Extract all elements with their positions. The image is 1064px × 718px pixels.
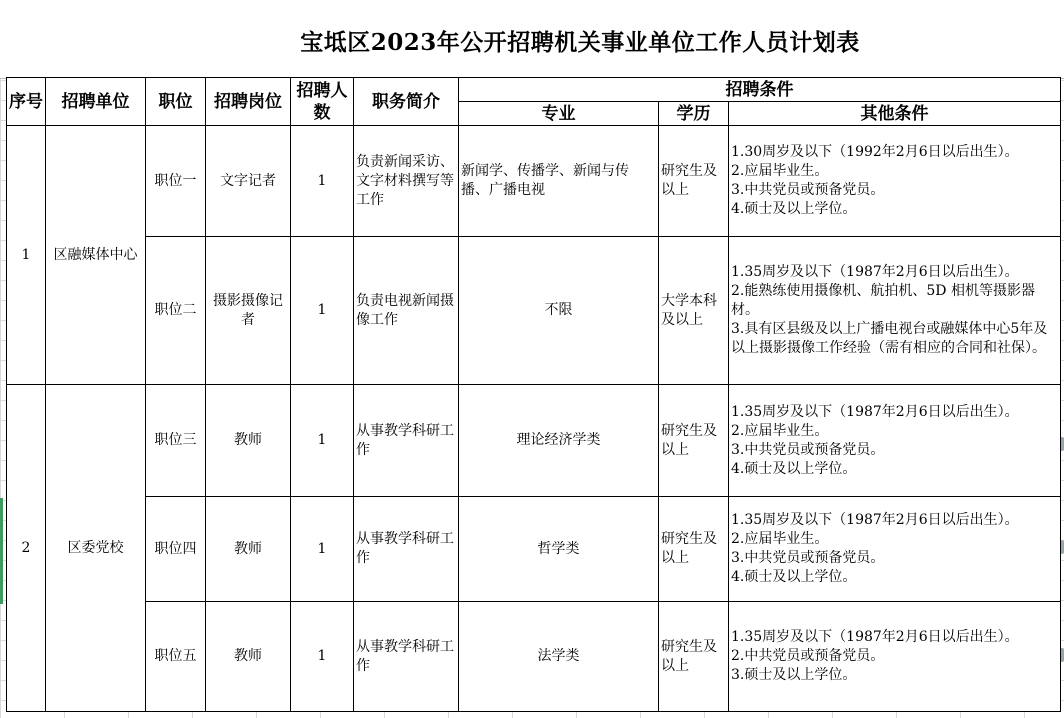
condition-line: 1.35周岁及以下（1987年2月6日以后出生）。 bbox=[731, 264, 1019, 280]
condition-line: 1.35周岁及以下（1987年2月6日以后出生）。 bbox=[731, 403, 1019, 420]
header-conditions[interactable]: 招聘条件 bbox=[459, 78, 1061, 102]
cell-duty[interactable]: 负责新闻采访、文字材料撰写等工作 bbox=[354, 126, 459, 237]
header-major[interactable]: 专业 bbox=[459, 102, 659, 126]
cell-post[interactable]: 文字记者 bbox=[206, 126, 291, 237]
cell-count[interactable]: 1 bbox=[291, 385, 354, 497]
table-row bbox=[7, 237, 1061, 385]
cell-education[interactable]: 研究生及以上 bbox=[659, 385, 729, 497]
condition-line: 1.35周岁及以下（1987年2月6日以后出生）。 bbox=[731, 512, 1019, 528]
header-other[interactable]: 其他条件 bbox=[729, 102, 1061, 126]
cell-count[interactable]: 1 bbox=[291, 497, 354, 602]
condition-line: 3.中共党员或预备党员。 bbox=[731, 441, 885, 458]
cell-education[interactable]: 研究生及以上 bbox=[659, 497, 729, 602]
table-row bbox=[7, 497, 1061, 602]
condition-line: 4.硕士及以上学位。 bbox=[731, 569, 857, 585]
cell-duty[interactable]: 从事教学科研工作 bbox=[354, 497, 459, 602]
cell-major[interactable]: 法学类 bbox=[459, 602, 659, 712]
cell-count[interactable]: 1 bbox=[291, 602, 354, 712]
cell-position[interactable]: 职位二 bbox=[146, 237, 206, 385]
condition-line: 1.35周岁及以下（1987年2月6日以后出生）。 bbox=[731, 629, 1019, 645]
header-unit[interactable]: 招聘单位 bbox=[46, 78, 146, 126]
cell-seq[interactable]: 2 bbox=[7, 385, 46, 712]
table-row bbox=[7, 602, 1061, 712]
header-seq[interactable]: 序号 bbox=[7, 78, 46, 126]
condition-line: 4.硕士及以上学位。 bbox=[731, 201, 857, 217]
cell-other-conditions[interactable] bbox=[729, 237, 1061, 385]
cell-position[interactable]: 职位三 bbox=[146, 385, 206, 497]
header-position[interactable]: 职位 bbox=[146, 78, 206, 126]
table-row bbox=[7, 126, 1061, 237]
condition-line: 4.硕士及以上学位。 bbox=[731, 460, 857, 477]
condition-line: 3.具有区县级及以上广播电视台或融媒体中心5年及以上摄影摄像工作经验（需有相应的合同和社保）。 bbox=[731, 321, 1048, 356]
page-title: 宝坻区2023年公开招聘机关事业单位工作人员计划表 bbox=[300, 29, 860, 56]
condition-line: 2.中共党员或预备党员。 bbox=[731, 648, 885, 664]
cell-duty[interactable]: 从事教学科研工作 bbox=[354, 602, 459, 712]
cell-post[interactable]: 教师 bbox=[206, 497, 291, 602]
cell-major[interactable]: 新闻学、传播学、新闻与传播、广播电视 bbox=[459, 126, 659, 237]
cell-post[interactable]: 教师 bbox=[206, 385, 291, 497]
condition-line: 2.应届毕业生。 bbox=[731, 422, 829, 439]
cell-position[interactable]: 职位一 bbox=[146, 126, 206, 237]
cell-other-conditions[interactable] bbox=[729, 385, 1061, 497]
cell-major[interactable]: 哲学类 bbox=[459, 497, 659, 602]
cell-major[interactable]: 不限 bbox=[459, 237, 659, 385]
cell-other-conditions[interactable] bbox=[729, 126, 1061, 237]
row-selection-marker bbox=[0, 498, 3, 604]
recruitment-plan-table bbox=[6, 77, 1061, 712]
header-post[interactable]: 招聘岗位 bbox=[206, 78, 291, 126]
cell-position[interactable]: 职位四 bbox=[146, 497, 206, 602]
cell-education[interactable]: 大学本科及以上 bbox=[659, 237, 729, 385]
condition-line: 2.应届毕业生。 bbox=[731, 163, 829, 179]
cell-major[interactable]: 理论经济学类 bbox=[459, 385, 659, 497]
table-row bbox=[7, 385, 1061, 497]
cell-count[interactable]: 1 bbox=[291, 237, 354, 385]
header-count[interactable]: 招聘人数 bbox=[291, 78, 354, 126]
cell-education[interactable]: 研究生及以上 bbox=[659, 602, 729, 712]
cell-other-conditions[interactable] bbox=[729, 602, 1061, 712]
condition-line: 3.中共党员或预备党员。 bbox=[731, 182, 885, 198]
cell-unit[interactable]: 区融媒体中心 bbox=[46, 126, 146, 385]
condition-line: 3.中共党员或预备党员。 bbox=[731, 550, 885, 566]
condition-line: 3.硕士及以上学位。 bbox=[731, 667, 857, 683]
cell-seq[interactable]: 1 bbox=[7, 126, 46, 385]
header-education[interactable]: 学历 bbox=[659, 102, 729, 126]
cell-education[interactable]: 研究生及以上 bbox=[659, 126, 729, 237]
cell-duty[interactable]: 从事教学科研工作 bbox=[354, 385, 459, 497]
cell-count[interactable]: 1 bbox=[291, 126, 354, 237]
condition-line: 1.30周岁及以下（1992年2月6日以后出生）。 bbox=[731, 144, 1019, 160]
cell-post[interactable]: 教师 bbox=[206, 602, 291, 712]
title-row bbox=[0, 0, 1064, 79]
cell-duty[interactable]: 负责电视新闻摄像工作 bbox=[354, 237, 459, 385]
header-row bbox=[7, 78, 1061, 102]
cell-other-conditions[interactable] bbox=[729, 497, 1061, 602]
cell-position[interactable]: 职位五 bbox=[146, 602, 206, 712]
cell-post[interactable]: 摄影摄像记者 bbox=[206, 237, 291, 385]
header-duty[interactable]: 职务简介 bbox=[354, 78, 459, 126]
condition-line: 2.能熟练使用摄像机、航拍机、5D 相机等摄影器材。 bbox=[731, 283, 1035, 318]
condition-line: 2.应届毕业生。 bbox=[731, 531, 829, 547]
cell-unit[interactable]: 区委党校 bbox=[46, 385, 146, 712]
